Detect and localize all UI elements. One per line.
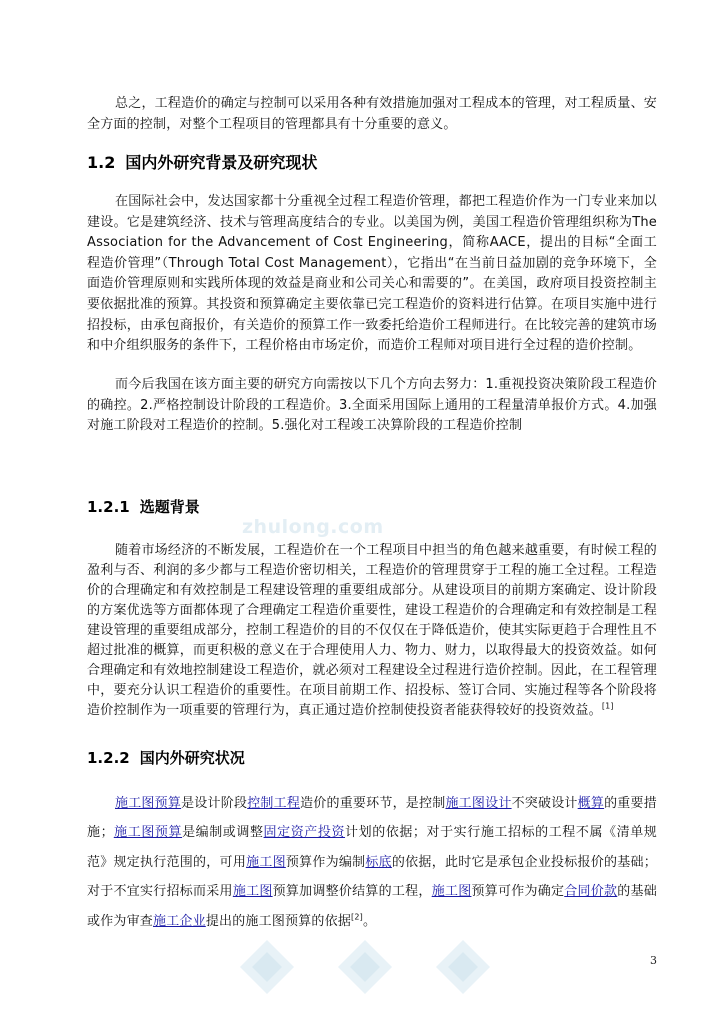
paragraph-text: 的重要措施； <box>87 796 657 841</box>
section-1-2-directions <box>87 375 657 437</box>
term-link[interactable]: 概算 <box>577 796 605 811</box>
term-link[interactable]: 合同价款 <box>564 884 618 900</box>
intro-paragraph-block <box>87 94 657 135</box>
research-directions-paragraph: 而今后我国在该方面主要的研究方向需按以下几个方向去努力：1.重视投资决策阶段工程造价的确控。2.严格控制设计阶段的工程造价。3.全面采用国际上通用的工程量清单报价方式。4.加强对施工阶段对工程造价的控制。5.强化对工程竣工决算阶段的工程造价控制 <box>87 377 657 434</box>
paragraph-text: 预算作为编制 <box>285 854 366 870</box>
section-1-2-2-body <box>87 789 657 936</box>
paragraph-text: 是设计阶段 <box>181 796 248 811</box>
paragraph-text: 是编制或调整 <box>182 825 264 841</box>
logo-tile-icon <box>434 938 492 996</box>
term-link[interactable]: 施工图预算 <box>113 825 183 841</box>
topic-background-paragraph: 随着市场经济的不断发展，工程造价在一个工程项目中担当的角色越来越重要，有时候工程的盈利与否、利润的多少都与工程造价密切相关，工程造价的管理贯穿于工程的施工全过程。工程造价的合理确定和有效控制是工程建设管理的重要组成部分。从建设项目的前期方案确定、设计阶段的方案优选等方面都体现了合理确定工程造价重要性，建设工程造价的合理确定和有效控制是工程建设管理的重要组成部分，控制工程造价的目的不仅仅在于降低造价，使其实际更趋于合理性且不超过批准的概算，而更积极的意义在于合理使用人力、物力、财力，以取得最大的投资效益。如何合理确定和有效地控制建设工程造价，就必须对工程建设全过程进行造价控制。因此，在工程管理中，要充分认识工程造价的重要性。在项目前期工作、招投标、签订合同、实施过程等各个阶段将造价控制作为一项重要的管理行为，真正通过造价控制使投资者能获得较好的投资效益。[1] <box>87 543 657 718</box>
paragraph-text: 预算可作为确定 <box>471 884 565 900</box>
paragraph-text: 造价的重要环节，是控制 <box>300 796 446 811</box>
citation-2[interactable]: [2] <box>351 912 363 922</box>
term-link[interactable]: 控制工程 <box>247 796 301 811</box>
paragraph-text: 预算加调整价结算的工程， <box>272 884 432 900</box>
paragraph-text: 的基础或作为审查 <box>87 884 658 929</box>
term-link[interactable]: 标底 <box>365 854 392 870</box>
section-1-2-2-heading <box>87 747 657 768</box>
paragraph-text: 不突破设计 <box>511 796 578 811</box>
subsection-number: 1.2.1 <box>87 498 130 516</box>
term-link[interactable]: 施工图预算 <box>115 796 182 811</box>
subsection-title: 国内外研究状况 <box>139 749 245 767</box>
subsection-number: 1.2.2 <box>87 749 130 767</box>
section-1-2-heading <box>87 150 657 173</box>
research-status-paragraph <box>87 789 657 936</box>
paragraph-text: 的依据，此时它是承包企业投标报价的基础；对于不宜实行招标而采用 <box>87 854 657 900</box>
paragraph-text: 计划的依据；对于实行施工招标的工程不属《清单规范》规定执行范围的，可用 <box>87 825 657 870</box>
section-title: 国内外研究背景及研究现状 <box>125 153 318 172</box>
background-paragraph: 在国际社会中，发达国家都十分重视全过程工程造价管理，都把工程造价作为一门专业来加以建设。它是建筑经济、技术与管理高度结合的专业。以美国为例，美国工程造价管理组织称为The Association for the Advancement of Cost Engineering，简称AACE，提出的目标“全面工程造价管理”（Through Total Cost Management），它指出“在当前日益加剧的竞争环境下，全面造价管理原则和实践所体现的效益是商业和公司关心和需要的”。在美国，政府项目投资控制主要依据批准的预算。其投资和预算确定主要依靠已完工程造价的资料进行估算。在项目实施中进行招投标，由承包商报价，有关造价的预算工作一致委托给造价工程师进行。在比较完善的建筑市场和中介组织服务的条件下，工程价格由市场定价，而造价工程师对项目进行全过程的造价控制。 <box>87 194 657 354</box>
term-link[interactable]: 施工图 <box>246 854 286 870</box>
section-1-2-1-heading <box>87 496 657 517</box>
footer-logo-watermark <box>226 938 504 1024</box>
section-1-2-body <box>87 192 657 357</box>
subsection-title: 选题背景 <box>139 498 200 516</box>
intro-paragraph: 总之，工程造价的确定与控制可以采用各种有效措施加强对工程成本的管理，对工程质量、安全方面的控制，对整个工程项目的管理都具有十分重要的意义。 <box>87 96 657 132</box>
term-link[interactable]: 施工图设计 <box>445 796 512 811</box>
citation-1[interactable]: [1] <box>601 701 614 711</box>
page-number: 3 <box>650 954 657 967</box>
term-link[interactable]: 施工图 <box>232 884 273 900</box>
section-1-2-1-body <box>87 541 657 721</box>
term-link[interactable]: 施工图 <box>431 884 472 900</box>
logo-tile-icon <box>336 938 394 996</box>
paragraph-end-punctuation: 。 <box>362 913 377 929</box>
term-link[interactable]: 施工企业 <box>153 913 206 929</box>
logo-tile-icon <box>238 938 296 996</box>
section-number: 1.2 <box>87 153 116 172</box>
paragraph-text: 提出的施工图预算的依据 <box>205 913 352 929</box>
watermark: zhulong.com <box>242 516 384 538</box>
term-link[interactable]: 固定资产投资 <box>263 825 346 841</box>
